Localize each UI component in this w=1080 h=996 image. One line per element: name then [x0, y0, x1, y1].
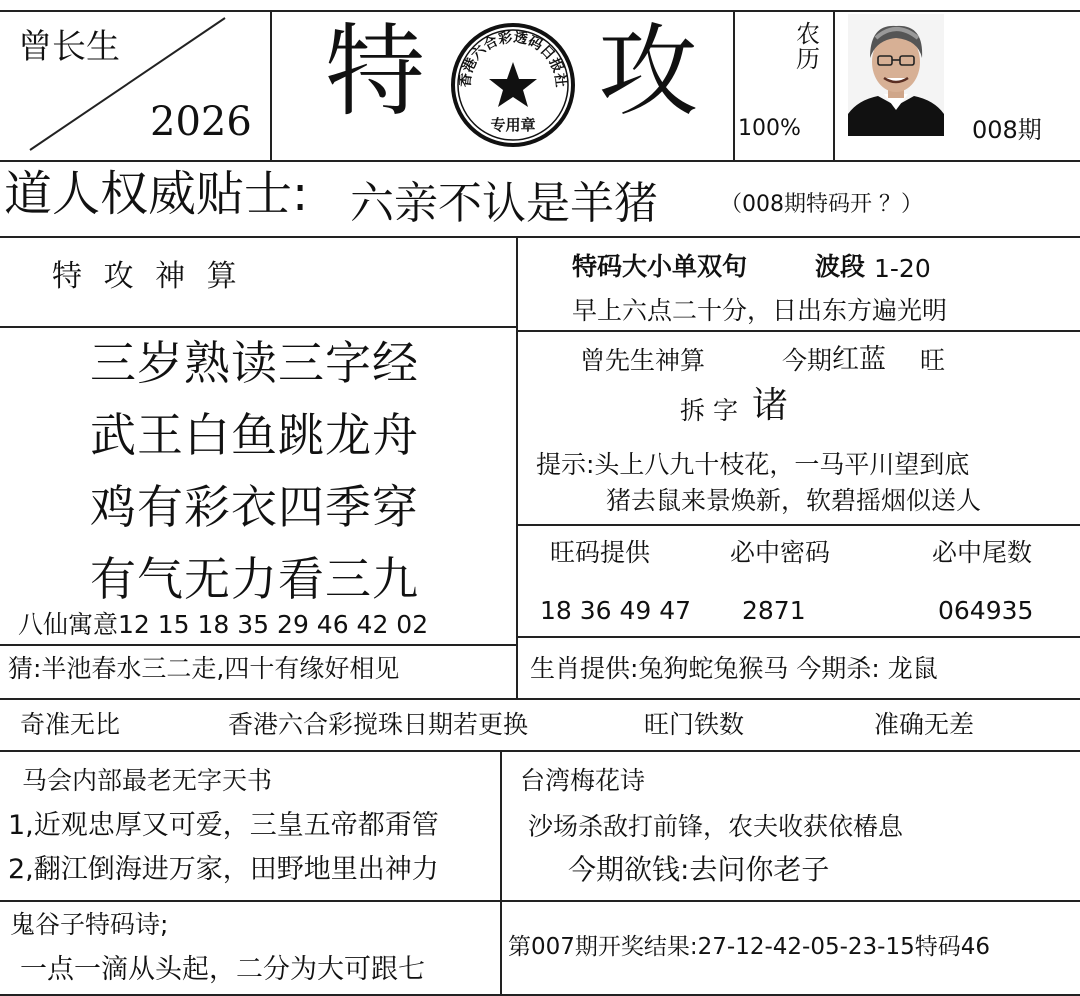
banner-bottom-rule [0, 750, 1080, 752]
title-char-te: 特 [325, 13, 425, 130]
guigu-title: 鬼谷子特码诗; [10, 910, 169, 939]
header-divider-2 [733, 10, 735, 160]
weishu-label: 必中尾数 [932, 538, 1033, 567]
poem-line-3: 鸡有彩衣四季穿 [90, 480, 419, 534]
left-title-rule [0, 326, 516, 328]
meihua-line-1: 沙场杀敌打前锋，农夫收获依椿息 [528, 812, 904, 841]
percent: 100% [738, 116, 801, 141]
draw-result: 第007期开奖结果:27-12-42-05-23-15特码46 [508, 934, 991, 960]
middle-divider [516, 236, 518, 698]
header-divider-1 [270, 10, 272, 160]
chaizi-char: 诸 [752, 385, 789, 426]
hint-line-2: 猪去鼠来景焕新，软碧摇烟似送人 [606, 486, 982, 515]
wangma-label: 旺码提供 [550, 538, 651, 567]
header-bottom-rule [0, 160, 1080, 162]
this-issue-colors: 红蓝 [832, 344, 886, 375]
header-divider-3 [833, 10, 835, 160]
banner-item-4: 准确无差 [874, 710, 975, 739]
wave-label: 波段 [815, 252, 866, 281]
right-rule-2 [516, 524, 1080, 526]
zodiac-line: 生肖提供:兔狗蛇兔猴马 今期杀: 龙鼠 [530, 654, 938, 683]
this-issue-prefix: 今期 [782, 346, 833, 375]
star-seal-icon [448, 20, 578, 150]
meihua-title: 台湾梅花诗 [520, 766, 646, 795]
headline-prefix: 道人权威贴士: [4, 166, 309, 222]
zeng-label: 曾先生神算 [580, 346, 706, 375]
headline-bottom-rule [0, 236, 1080, 238]
poem-line-1: 三岁熟读三字经 [90, 336, 419, 390]
wave-range: 1-20 [874, 254, 931, 283]
year: 2026 [150, 99, 252, 145]
banner-item-2: 香港六合彩搅珠日期若更换 [228, 710, 529, 739]
title-char-gong: 攻 [598, 13, 698, 130]
tianshu-title: 马会内部最老无字天书 [22, 766, 273, 795]
poem-line-2: 武王白鱼跳龙舟 [90, 408, 419, 462]
banner-top-rule [0, 698, 1080, 700]
left-panel-title: 特 攻 神 算 [52, 259, 243, 294]
seal-ring-text: 香港六合彩透码日报社 [457, 29, 569, 89]
this-issue-wang: 旺 [920, 346, 946, 375]
poem-line-4: 有气无力看三九 [90, 552, 419, 606]
wangma-value: 18 36 49 47 [540, 596, 692, 625]
lunar-label: 农历 [796, 20, 820, 74]
right-rule-3 [516, 636, 1080, 638]
headline-main: 六亲不认是羊猪 [350, 178, 658, 229]
banner-item-3: 旺门铁数 [644, 710, 745, 739]
baxian-numbers: 八仙寓意12 15 18 35 29 46 42 02 [18, 610, 429, 639]
portrait-photo [848, 14, 944, 136]
bottom-divider [500, 750, 502, 996]
meihua-line-2: 今期欲钱:去问你老子 [568, 853, 830, 886]
size-label: 特码大小单双句 [572, 252, 748, 281]
left-poem-rule [0, 644, 516, 646]
author-name: 曾长生 [18, 27, 120, 67]
morning-line: 早上六点二十分，日出东方遍光明 [572, 296, 948, 325]
mima-value: 2871 [742, 596, 806, 625]
bottom-right-rule [500, 900, 1080, 902]
mima-label: 必中密码 [730, 538, 831, 567]
hint-line-1: 提示:头上八九十枝花，一马平川望到底 [536, 450, 970, 479]
seal-bottom-text: 专用章 [490, 116, 536, 134]
tianshu-line-2: 2,翻江倒海进万家，田野地里出神力 [8, 854, 439, 885]
issue-number: 008期 [972, 116, 1042, 144]
chaizi-label: 拆 字 [680, 396, 738, 425]
weishu-value: 064935 [938, 596, 1034, 625]
banner-item-1: 奇准无比 [20, 710, 121, 739]
right-rule-1 [516, 330, 1080, 332]
headline-note: （008期特码开 ？） [720, 192, 923, 217]
guigu-line: 一点一滴从头起，二分为大可跟七 [20, 954, 425, 985]
tianshu-line-1: 1,近观忠厚又可爱，三皇五帝都甭管 [8, 810, 439, 841]
bottom-left-rule [0, 900, 500, 902]
guess-line: 猜:半池春水三二走,四十有缘好相见 [8, 654, 400, 683]
